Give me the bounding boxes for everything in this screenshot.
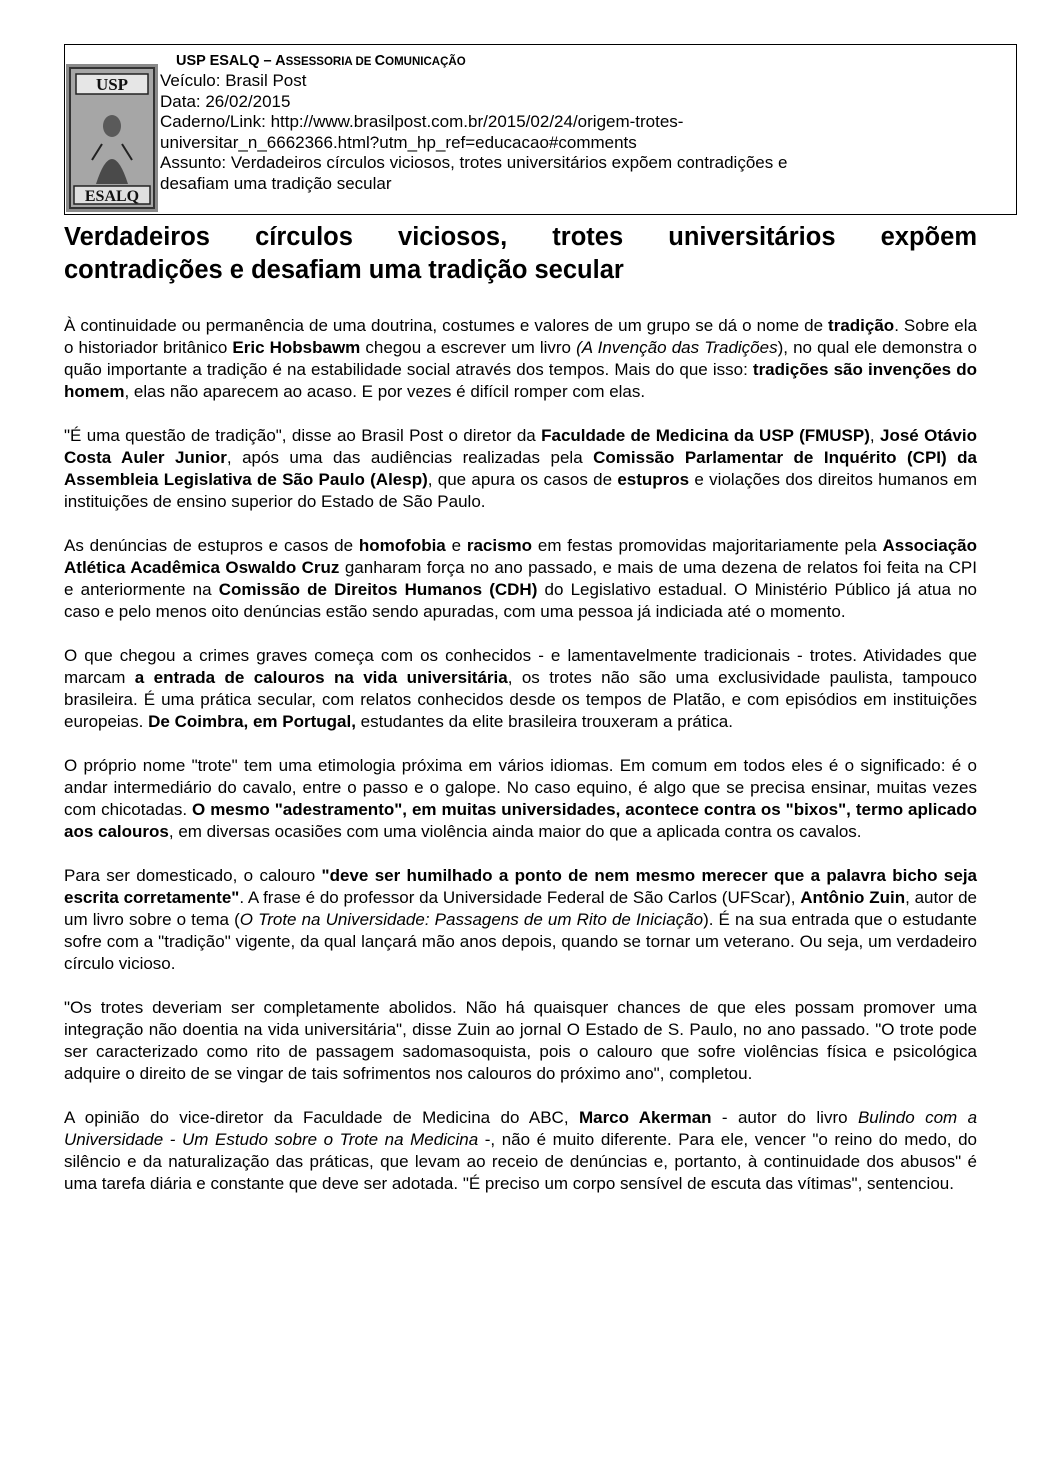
paragraph-1: À continuidade ou permanência de uma doutrina, costumes e valores de um grupo se dá o nome de tradição. Sobre ela o historiador britânico Eric Hobsbawm chegou a escrever um livro (A Invenção das Tradições), no qual ele demonstra o quão importante a tradição é na estabilidade social através dos tempos. Mais do que isso: tradições são invenções do homem, elas não aparecem ao acaso. E por vezes é difícil romper com elas. <box>64 316 978 401</box>
article-body <box>64 221 977 1195</box>
paragraph-8: A opinião do vice-diretor da Faculdade de Medicina do ABC, Marco Akerman - autor do livro Bulindo com a Universidade - Um Estudo sobre o Trote na Medicina -, não é muito diferente. Para ele, vencer "o reino do medo, do silêncio e da naturalização das práticas, que levam ao receio de denúncias e, portanto, à continuidade dos abusos" é uma tarefa diária e constante que deve ser adotada. "É preciso um corpo sensível de escuta das vítimas", sentenciou. <box>64 1108 978 1193</box>
paragraph-4: O que chegou a crimes graves começa com os conhecidos - e lamentavelmente tradicionais - trotes. Atividades que marcam a entrada de calouros na vida universitária, os trotes não são uma exclusividade paulista, tampouco brasileira. É uma prática secular, com relatos conhecidos desde os tempos de Platão, e com episódios em instituições europeias. De Coimbra, em Portugal, estudantes da elite brasileira trouxeram a prática. <box>64 646 977 731</box>
clipping-title: USP ESALQ – ASSESSORIA DE COMUNICAÇÃO <box>176 53 466 69</box>
article-headline: Verdadeiros círculos viciosos, trotes universitários expõem contradições e desafiam uma tradição secular <box>64 223 977 284</box>
link-line-2: universitar_n_6662366.html?utm_hp_ref=educacao#comments <box>160 132 637 152</box>
paragraph-2: "É uma questão de tradição", disse ao Brasil Post o diretor da Faculdade de Medicina da USP (FMUSP), José Otávio Costa Auler Junior, após uma das audiências realizadas pela Comissão Parlamentar de Inquérito (CPI) da Assembleia Legislativa de São Paulo (Alesp), que apura os casos de estupros e violações dos direitos humanos em instituições de ensino superior do Estado de São Paulo. <box>64 426 977 511</box>
subject-line-2: desafiam uma tradição secular <box>160 173 392 193</box>
paragraph-3: As denúncias de estupros e casos de homofobia e racismo em festas promovidas majoritariamente pela Associação Atlética Acadêmica Oswaldo Cruz ganharam força no ano passado, e mais de uma dezena de relatos foi feita na CPI e anteriormente na Comissão de Direitos Humanos (CDH) do Legislativo estadual. O Ministério Público já atua no caso e pelo menos oito denúncias estão sendo apuradas, com uma pessoa já indiciada até o momento. <box>64 536 977 621</box>
svg-text:ESALQ: ESALQ <box>84 188 140 205</box>
usp-esalq-logo <box>66 64 158 212</box>
date-line: Data: 26/02/2015 <box>160 91 291 111</box>
paragraph-5: O próprio nome "trote" tem uma etimologia próxima em vários idiomas. Em comum em todos eles é o significado: é o andar intermediário do cavalo, entre o passo e o galope. No caso equino, é algo que se precisa ensinar, muitas vezes com chicotadas. O mesmo "adestramento", em muitas universidades, acontece contra os "bixos", termo aplicado aos calouros, em diversas ocasiões com uma violência ainda maior do que a aplicada contra os cavalos. <box>64 756 977 841</box>
usp-esalq-seal-icon <box>66 64 158 212</box>
paragraph-6: Para ser domesticado, o calouro "deve ser humilhado a ponto de nem mesmo merecer que a palavra bicho seja escrita corretamente". A frase é do professor da Universidade Federal de São Carlos (UFScar), Antônio Zuin, autor de um livro sobre o tema (O Trote na Universidade: Passagens de um Rito de Iniciação). É na sua entrada que o estudante sofre com a "tradição" vigente, da qual lançará mão anos depois, quando se tornar um veterano. Ou seja, um verdadeiro círculo vicioso. <box>64 866 977 973</box>
paragraph-7: "Os trotes deveriam ser completamente abolidos. Não há quaisquer chances de que eles possam promover uma integração não doentia na vida universitária", disse Zuin ao jornal O Estado de S. Paulo, no ano passado. "O trote pode ser caracterizado como rito de passagem sadomasoquista, pois o calouro que sofre violências física e psicológica adquire o direito de se vingar de tais sofrimentos nos calouros do próximo ano", completou. <box>64 998 977 1083</box>
link-line-1: Caderno/Link: http://www.brasilpost.com.br/2015/02/24/origem-trotes- <box>160 112 684 131</box>
clipping-header <box>64 44 1017 215</box>
veiculo-line: Veículo: Brasil Post <box>160 71 307 90</box>
svg-text:USP: USP <box>95 75 129 94</box>
subject-line-1: Assunto: Verdadeiros círculos viciosos, trotes universitários expõem contradições e <box>160 153 788 172</box>
